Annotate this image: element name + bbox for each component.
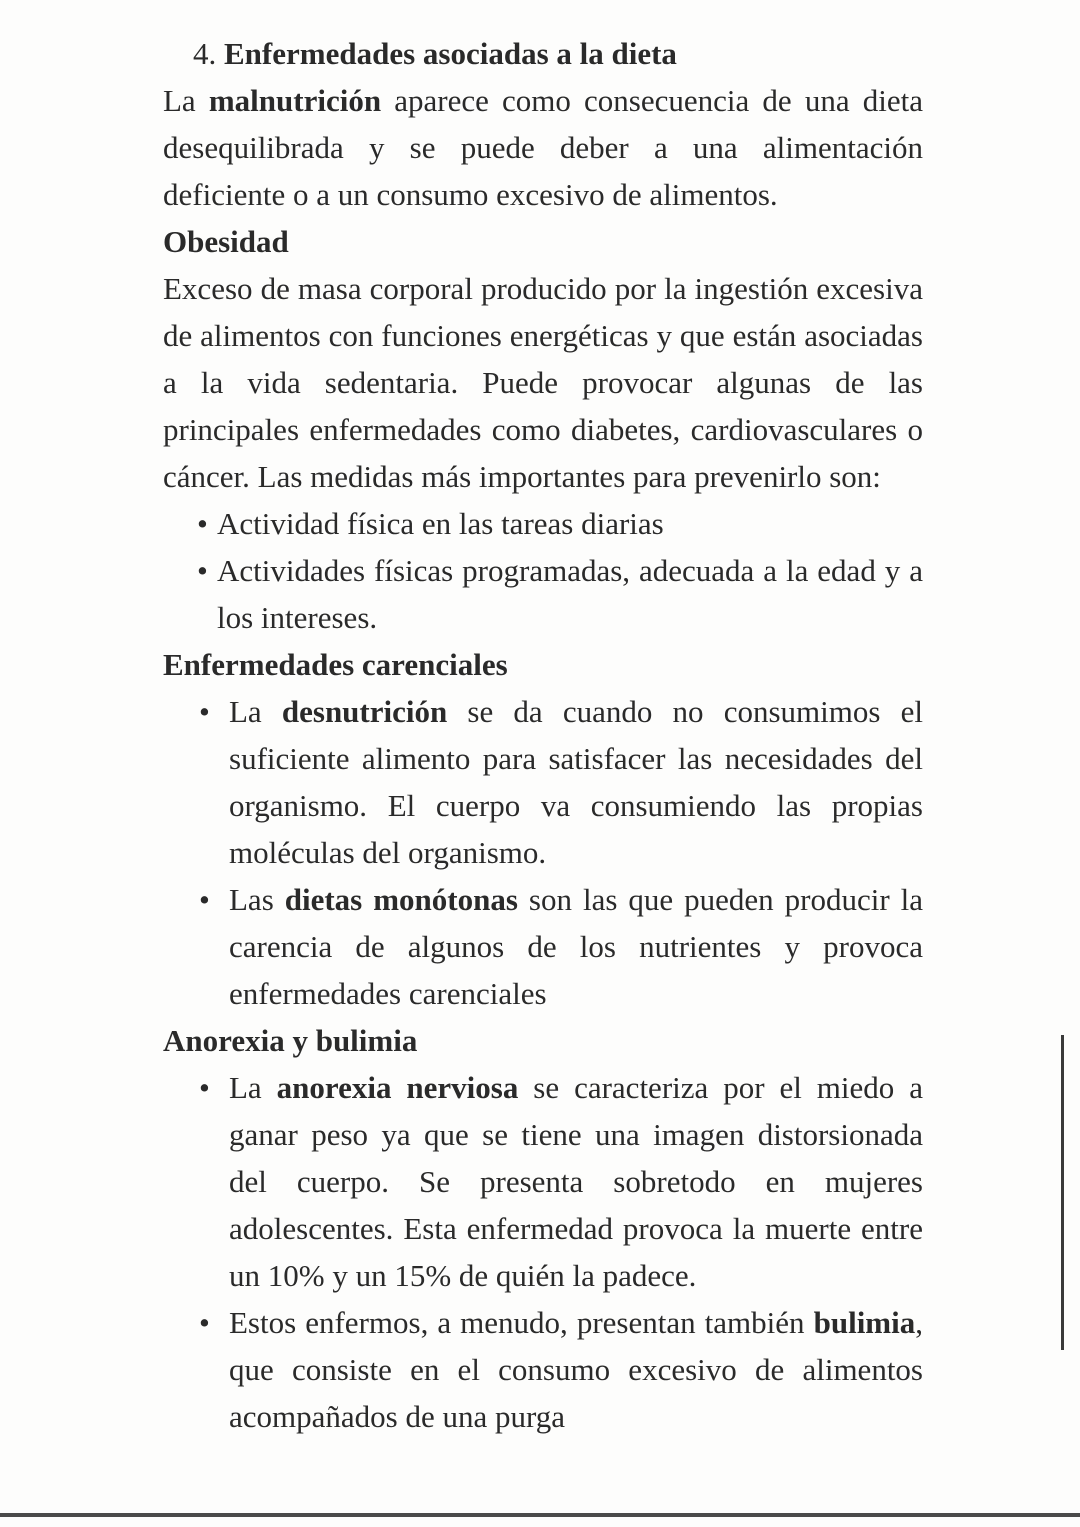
heading-carenciales: Enfermedades carenciales (163, 647, 508, 682)
term-desnutricion: desnutrición (281, 694, 448, 729)
bullet-icon: • (199, 694, 210, 729)
obesidad-list (163, 500, 923, 641)
section-title-text: Enfermedades asociadas a la dieta (224, 36, 677, 71)
obesidad-paragraph: Exceso de masa corporal producido por la ingestión excesiva de alimentos con funciones energéticas y que están asociadas a la vida sedentaria. Puede provocar algunas de las principales enfermedades como diabetes, cardiovasculares o cáncer. Las medidas más importantes para prevenirlo son: (163, 271, 923, 494)
list-item: • La anorexia nerviosa se caracteriza por el miedo a ganar peso ya que se tiene una imagen distorsionada del cuerpo. Se presenta sobretodo en mujeres adolescentes. Esta enfermedad provoca la muerte entre un 10% y un 15% de quién la padece. (163, 1064, 923, 1299)
scan-bottom-edge (0, 1513, 1080, 1517)
section-title (193, 30, 923, 77)
intro-paragraph: La malnutrición aparece como consecuencia de una dieta desequilibrada y se puede deber a una alimentación deficiente o a un consumo excesivo de alimentos. (163, 83, 923, 212)
list-item: • Las dietas monótonas son las que pueden producir la carencia de algunos de los nutrientes y provoca enfermedades carenciales (163, 876, 923, 1017)
anorexia-list (163, 1064, 923, 1440)
document-content (163, 30, 923, 1440)
list-item: • La desnutrición se da cuando no consumimos el suficiente alimento para satisfacer las necesidades del organismo. El cuerpo va consumiendo las propias moléculas del organismo. (163, 688, 923, 876)
carenciales-list (163, 688, 923, 1017)
list-item: • Estos enfermos, a menudo, presentan también bulimia, que consiste en el consumo excesivo de alimentos acompañados de una purga (163, 1299, 923, 1440)
term-bulimia: bulimia (813, 1305, 916, 1340)
bullet-icon: • (197, 553, 208, 588)
heading-anorexia: Anorexia y bulimia (163, 1023, 418, 1058)
bullet-icon: • (199, 1305, 210, 1340)
term-dietas-monotonas: dietas monótonas (284, 882, 518, 917)
list-item: • Actividad física en las tareas diarias (163, 500, 923, 547)
bullet-icon: • (199, 882, 210, 917)
bullet-icon: • (197, 506, 208, 541)
heading-obesidad: Obesidad (163, 224, 289, 259)
term-malnutricion: malnutrición (208, 83, 382, 118)
term-anorexia-nerviosa: anorexia nerviosa (276, 1070, 519, 1105)
section-number: 4. (193, 36, 217, 71)
bullet-icon: • (199, 1070, 210, 1105)
list-item: • Actividades físicas programadas, adecuada a la edad y a los intereses. (163, 547, 923, 641)
scan-edge-line (1061, 1035, 1064, 1350)
